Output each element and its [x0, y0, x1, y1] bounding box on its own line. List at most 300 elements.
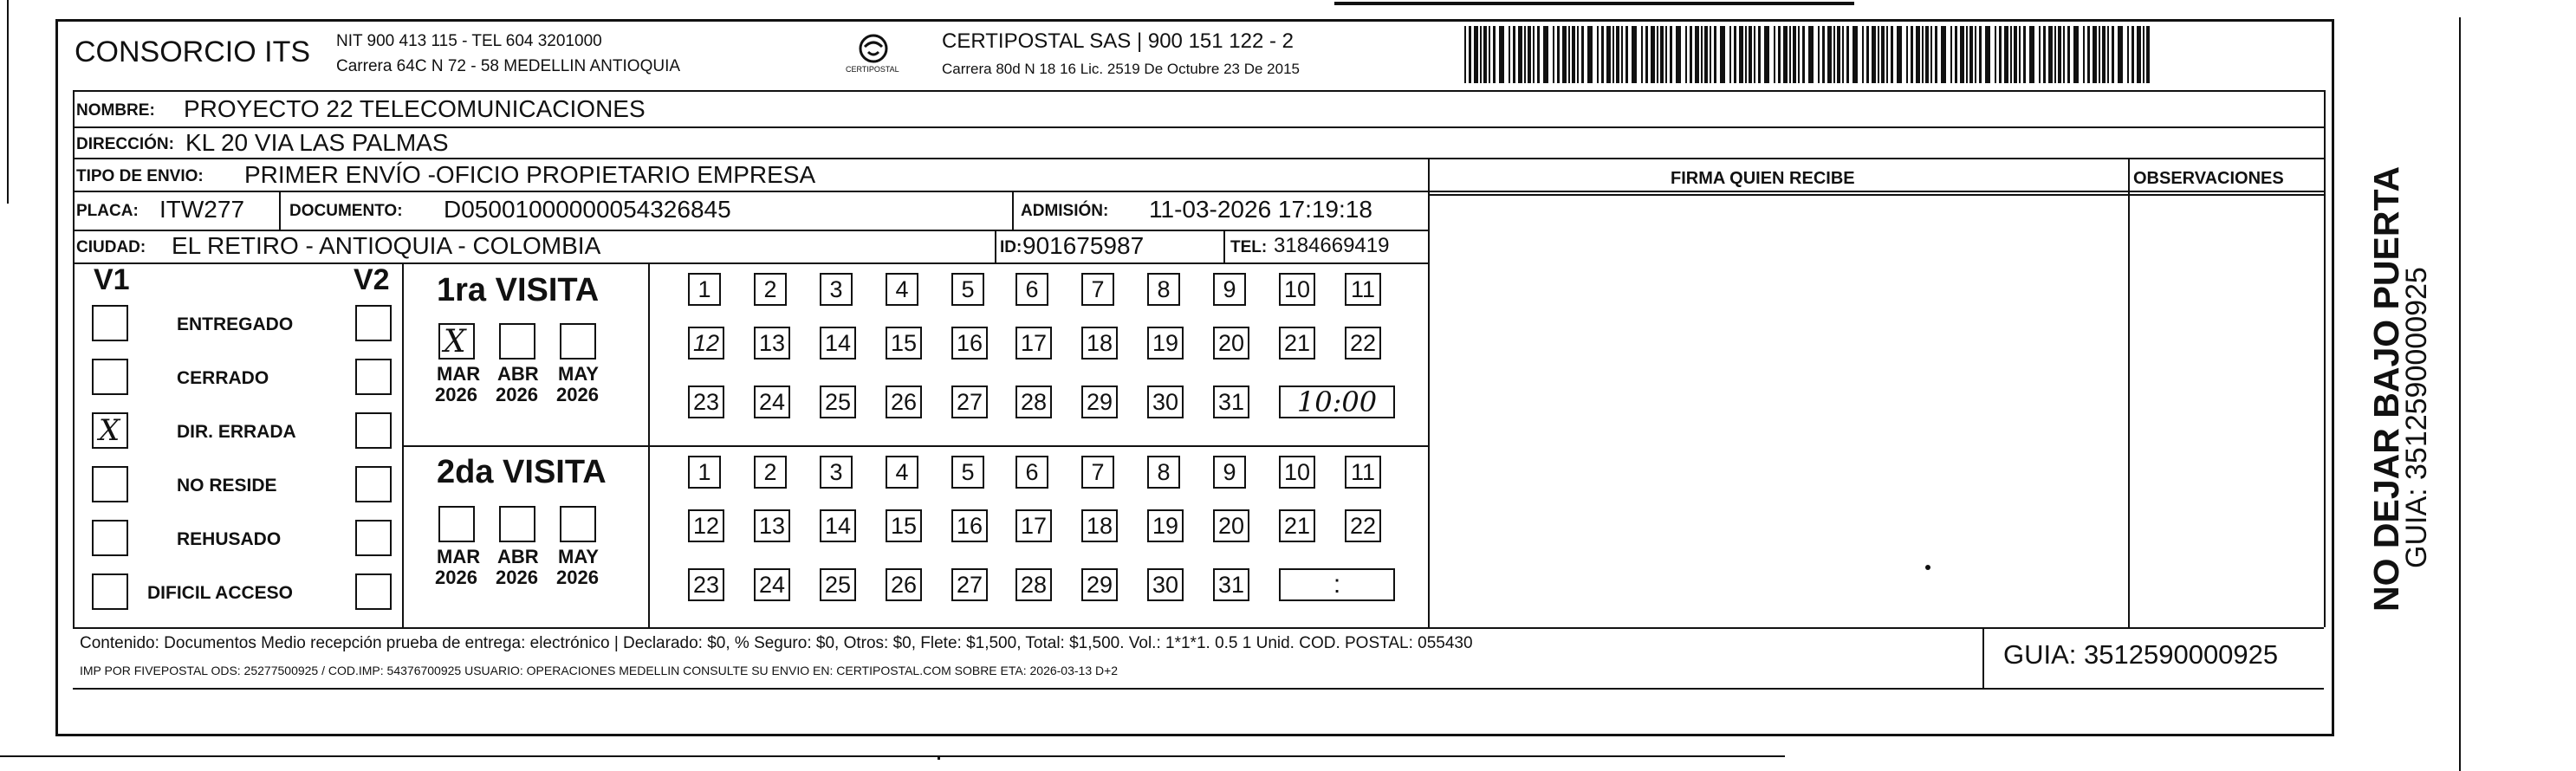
- day-number: 26: [890, 389, 918, 415]
- second-visit-title: 2da VISITA: [437, 454, 607, 490]
- second-visit-month-may-checkbox[interactable]: [560, 506, 596, 542]
- barcode-bar: [1499, 26, 1504, 83]
- year-label: 2026: [496, 384, 538, 405]
- barcode-bar: [1729, 26, 1731, 83]
- barcode-bar: [1616, 26, 1619, 83]
- barcode-bar: [2143, 26, 2145, 83]
- row-divider: [73, 158, 2324, 159]
- barcode-bar: [1842, 26, 1844, 83]
- barcode-bar: [1710, 26, 1711, 83]
- cell-divider: [1428, 158, 1430, 627]
- barcode-bar: [1941, 26, 1946, 83]
- second-visit-day-9[interactable]: [1213, 456, 1246, 489]
- barcode-bar: [1979, 26, 1982, 83]
- barcode-bar: [1749, 26, 1752, 83]
- day-number: 5: [961, 459, 975, 485]
- second-visit-day-26[interactable]: [886, 568, 922, 601]
- month-label: MAY: [558, 363, 599, 385]
- day-number: 1: [698, 276, 711, 302]
- barcode-bar: [1925, 26, 1929, 83]
- certipostal-logo: [830, 31, 917, 80]
- second-visit-day-18[interactable]: [1081, 509, 1118, 542]
- barcode-bar: [1606, 26, 1611, 83]
- barcode-bar: [1866, 26, 1869, 83]
- barcode-bar: [2093, 26, 2097, 83]
- second-visit-day-17[interactable]: [1015, 509, 1052, 542]
- footer-bottom-line: [73, 688, 2324, 690]
- day-number: 11: [1350, 276, 1376, 302]
- cell-divider: [279, 191, 281, 230]
- row-divider: [73, 230, 1429, 231]
- company-address-line: Carrera 64C N 72 - 58 MEDELLIN ANTIOQUIA: [336, 57, 681, 75]
- row-left-border: [73, 90, 75, 627]
- barcode-bar: [1778, 26, 1781, 83]
- v1-checkbox-5[interactable]: [92, 573, 128, 610]
- barcode-bar: [1537, 26, 1540, 83]
- second-visit-day-7[interactable]: [1081, 456, 1114, 489]
- day-number: 20: [1217, 330, 1245, 356]
- v2-checkbox-1[interactable]: [355, 359, 392, 395]
- day-number: 30: [1152, 572, 1179, 598]
- barcode-bar: [1955, 26, 1957, 83]
- day-number: 4: [895, 276, 909, 302]
- day-number: 17: [1020, 513, 1048, 539]
- top-edge-line: [1334, 2, 1854, 5]
- barcode-bar: [1543, 26, 1548, 83]
- nombre-value: PROYECTO 22 TELECOMUNICACIONES: [184, 95, 646, 122]
- first-visit-day-8[interactable]: [1147, 273, 1180, 306]
- second-visit-day-4[interactable]: [886, 456, 918, 489]
- barcode-bar: [1480, 26, 1482, 83]
- barcode-bar: [1657, 26, 1658, 83]
- day-number: 8: [1157, 276, 1171, 302]
- status-label: CERRADO: [177, 368, 269, 388]
- day-number: 22: [1349, 330, 1377, 356]
- second-visit-day-27[interactable]: [951, 568, 988, 601]
- tipo-envio-label: TIPO DE ENVIO:: [76, 167, 204, 185]
- barcode-bar: [1833, 26, 1835, 83]
- barcode-bar: [1872, 26, 1876, 83]
- barcode-bar: [1621, 26, 1623, 83]
- second-visit-day-24[interactable]: [754, 568, 790, 601]
- day-number: 13: [758, 513, 786, 539]
- barcode-bar: [2087, 26, 2090, 83]
- year-label: 2026: [435, 384, 477, 405]
- first-visit-day-21[interactable]: [1279, 327, 1315, 360]
- second-visit-day-23[interactable]: [688, 568, 724, 601]
- barcode-bar: [1897, 26, 1902, 83]
- month-checkbox-mark: X: [444, 324, 466, 360]
- first-visit-day-18[interactable]: [1081, 327, 1118, 360]
- stray-dot: [1925, 565, 1930, 570]
- day-number: 7: [1091, 459, 1105, 485]
- barcode-bar: [1553, 26, 1554, 83]
- barcode-bar: [1930, 26, 1932, 83]
- cell-divider: [2128, 158, 2130, 627]
- courier-line: CERTIPOSTAL SAS | 900 151 122 - 2: [942, 29, 1294, 53]
- first-visit-day-30[interactable]: [1147, 386, 1184, 418]
- barcode-bar: [1704, 26, 1708, 83]
- first-visit-day-16[interactable]: [951, 327, 988, 360]
- first-visit-day-24[interactable]: [754, 386, 790, 418]
- barcode-bar: [2073, 26, 2079, 83]
- footer-content-line: Contenido: Documentos Medio recepción prueba de entrega: electrónico | Declarado: $0, % Seguro: $0, Otros: $0, Flete: $1,500, Total: $1,500. Vol.: 1*1*1. 0.5 1 Unid. COD. POSTAL: 055430: [80, 634, 1473, 652]
- barcode-bar: [2063, 26, 2065, 83]
- barcode-bar: [1862, 26, 1864, 83]
- barcode-bar: [2118, 26, 2123, 83]
- first-visit-day-7[interactable]: [1081, 273, 1114, 306]
- day-number: 10: [1283, 459, 1311, 485]
- barcode-bar: [1572, 26, 1575, 83]
- day-number: 3: [829, 276, 843, 302]
- second-visit-day-20[interactable]: [1213, 509, 1249, 542]
- first-visit-day-23[interactable]: [688, 386, 724, 418]
- status-label: DIFICIL ACCESO: [147, 583, 294, 603]
- company-name: CONSORCIO ITS: [75, 36, 311, 68]
- second-visit-day-10[interactable]: [1279, 456, 1315, 489]
- day-number: 17: [1020, 330, 1048, 356]
- year-label: 2026: [435, 567, 477, 588]
- second-visit-day-13[interactable]: [754, 509, 790, 542]
- barcode-bar: [1985, 26, 1990, 83]
- day-number: 16: [956, 513, 983, 539]
- barcode-bar: [1969, 26, 1973, 83]
- row-divider: [73, 191, 2324, 192]
- direccion-value: KL 20 VIA LAS PALMAS: [185, 129, 449, 156]
- barcode-bar: [1853, 26, 1858, 83]
- status-label: REHUSADO: [177, 529, 282, 549]
- first-visit-day-4[interactable]: [886, 273, 918, 306]
- first-visit-day-31[interactable]: [1213, 386, 1249, 418]
- barcode-bar: [2023, 26, 2026, 83]
- id-value: 901675987: [1022, 232, 1145, 259]
- v1-checkbox-0[interactable]: [92, 305, 128, 341]
- barcode-bar: [1493, 26, 1496, 83]
- second-visit-day-25[interactable]: [820, 568, 856, 601]
- row-divider: [73, 262, 1429, 264]
- second-visit-day-21[interactable]: [1279, 509, 1315, 542]
- v1-label: V1: [94, 263, 130, 296]
- barcode-bar: [2004, 26, 2008, 83]
- day-number: 18: [1086, 513, 1113, 539]
- second-visit-day-16[interactable]: [951, 509, 988, 542]
- barcode-bar: [1474, 26, 1478, 83]
- first-visit-day-17[interactable]: [1015, 327, 1052, 360]
- tipo-envio-value: PRIMER ENVÍO -OFICIO PROPIETARIO EMPRESA: [244, 161, 816, 188]
- barcode-bar: [1464, 26, 1466, 83]
- day-number: 27: [956, 572, 983, 598]
- day-number: 16: [956, 330, 983, 356]
- second-visit-time-box[interactable]: [1279, 568, 1395, 601]
- barcode-bar: [1597, 26, 1599, 83]
- first-visit-day-6[interactable]: [1015, 273, 1048, 306]
- time-value: 10:00: [1296, 386, 1378, 418]
- first-visit-day-19[interactable]: [1147, 327, 1184, 360]
- first-visit-day-2[interactable]: [754, 273, 787, 306]
- row-divider: [73, 126, 2324, 128]
- day-number: 19: [1152, 330, 1179, 356]
- second-visit-month-abr-checkbox[interactable]: [499, 506, 535, 542]
- right-edge-line: [2459, 17, 2461, 771]
- day-number: 14: [824, 330, 852, 356]
- first-visit-time-box[interactable]: [1279, 386, 1395, 418]
- first-visit-day-20[interactable]: [1213, 327, 1249, 360]
- barcode-bar: [1911, 26, 1913, 83]
- second-visit-day-28[interactable]: [1015, 568, 1052, 601]
- time-value: :: [1333, 570, 1341, 599]
- barcode-bar: [1818, 26, 1820, 83]
- tel-value: 3184669419: [1274, 234, 1390, 257]
- first-visit-day-10[interactable]: [1279, 273, 1315, 306]
- barcode-bar: [1533, 26, 1535, 83]
- documento-value: D05001000000054326845: [444, 196, 731, 223]
- direccion-label: DIRECCIÓN:: [76, 135, 174, 153]
- day-number: 10: [1283, 276, 1311, 302]
- day-number: 20: [1217, 513, 1245, 539]
- barcode-bar: [1966, 26, 1968, 83]
- first-visit-day-12[interactable]: [688, 327, 724, 360]
- barcode-bar: [1676, 26, 1681, 83]
- second-visit-month-mar-checkbox[interactable]: [438, 506, 475, 542]
- second-visit-day-11[interactable]: [1345, 456, 1381, 489]
- barcode-bar: [1651, 26, 1655, 83]
- second-visit-day-12[interactable]: [688, 509, 724, 542]
- day-number: 7: [1091, 276, 1105, 302]
- barcode-bar: [1789, 26, 1791, 83]
- placa-label: PLACA:: [76, 202, 139, 220]
- barcode-bar: [2029, 26, 2034, 83]
- barcode-bar: [1999, 26, 2002, 83]
- barcode-bar: [1960, 26, 1964, 83]
- barcode-bar: [2137, 26, 2141, 83]
- day-number: 30: [1152, 389, 1179, 415]
- barcode-bar: [1734, 26, 1736, 83]
- barcode-bar: [1783, 26, 1788, 83]
- day-number: 28: [1020, 572, 1048, 598]
- barcode-bar: [2067, 26, 2070, 83]
- v1-checkbox-2[interactable]: [92, 412, 128, 449]
- barcode-bar: [2010, 26, 2012, 83]
- barcode-bar: [1754, 26, 1755, 83]
- cell-divider: [995, 230, 996, 262]
- v1-checkbox-3[interactable]: [92, 466, 128, 502]
- v2-checkbox-3[interactable]: [355, 466, 392, 502]
- year-label: 2026: [496, 567, 538, 588]
- barcode-bar: [1714, 26, 1716, 83]
- second-visit-day-6[interactable]: [1015, 456, 1048, 489]
- second-visit-day-1[interactable]: [688, 456, 721, 489]
- barcode-bar: [1581, 26, 1584, 83]
- barcode-bar: [1891, 26, 1893, 83]
- barcode-bar: [1685, 26, 1687, 83]
- day-number: 2: [763, 459, 777, 485]
- day-number: 2: [763, 276, 777, 302]
- v1-checkbox-1[interactable]: [92, 359, 128, 395]
- barcode-bar: [1808, 26, 1814, 83]
- day-number: 23: [692, 572, 720, 598]
- year-label: 2026: [556, 384, 599, 405]
- barcode-bar: [1822, 26, 1825, 83]
- month-label: ABR: [497, 546, 539, 567]
- month-label: ABR: [497, 363, 539, 385]
- day-number: 28: [1020, 389, 1048, 415]
- side-guia-text: GUIA: 3512590000925: [2400, 267, 2433, 568]
- day-number: 9: [1223, 459, 1236, 485]
- first-visit-day-29[interactable]: [1081, 386, 1118, 418]
- day-number: 21: [1283, 513, 1311, 539]
- day-number: 15: [890, 330, 918, 356]
- barcode-bar: [2039, 26, 2041, 83]
- first-visit-day-22[interactable]: [1345, 327, 1381, 360]
- barcode-bar: [1745, 26, 1747, 83]
- status-label: DIR. ERRADA: [177, 422, 296, 442]
- first-visit-day-27[interactable]: [951, 386, 988, 418]
- day-number: 27: [956, 389, 983, 415]
- barcode-bar: [1557, 26, 1560, 83]
- v2-checkbox-2[interactable]: [355, 412, 392, 449]
- company-nit-line: NIT 900 413 115 - TEL 604 3201000: [336, 32, 602, 50]
- barcode-bar: [1758, 26, 1761, 83]
- barcode-bar: [1935, 26, 1937, 83]
- observaciones-header: OBSERVACIONES: [2133, 169, 2284, 188]
- day-number: 22: [1349, 513, 1377, 539]
- second-visit-day-31[interactable]: [1213, 568, 1249, 601]
- barcode-bar: [1625, 26, 1628, 83]
- barcode-bar: [2083, 26, 2085, 83]
- first-visit-day-26[interactable]: [886, 386, 922, 418]
- barcode-bar: [1577, 26, 1579, 83]
- barcode-bar: [1837, 26, 1840, 83]
- first-visit-day-9[interactable]: [1213, 273, 1246, 306]
- first-visit-day-14[interactable]: [820, 327, 856, 360]
- year-label: 2026: [556, 567, 599, 588]
- first-visit-day-5[interactable]: [951, 273, 984, 306]
- day-number: 12: [692, 330, 720, 356]
- day-number: 4: [895, 459, 909, 485]
- first-visit-month-abr-checkbox[interactable]: [499, 323, 535, 360]
- barcode-bar: [1774, 26, 1775, 83]
- barcode: [1463, 26, 2152, 83]
- second-visit-day-19[interactable]: [1147, 509, 1184, 542]
- second-visit-day-29[interactable]: [1081, 568, 1118, 601]
- month-label: MAR: [437, 363, 481, 385]
- barcode-bar: [1916, 26, 1920, 83]
- second-visit-day-2[interactable]: [754, 456, 787, 489]
- footer-guia: GUIA: 3512590000925: [2003, 639, 2279, 670]
- first-visit-month-mar-checkbox[interactable]: [438, 323, 475, 360]
- barcode-bar: [2019, 26, 2021, 83]
- first-visit-month-may-checkbox[interactable]: [560, 323, 596, 360]
- tel-label: TEL:: [1230, 238, 1268, 256]
- day-number: 5: [961, 276, 975, 302]
- day-number: 29: [1086, 572, 1113, 598]
- side-warning-text: NO DEJAR BAJO PUERTA: [2366, 165, 2406, 612]
- v2-checkbox-4[interactable]: [355, 520, 392, 556]
- barcode-bar: [1764, 26, 1769, 83]
- barcode-bar: [2014, 26, 2017, 83]
- footer-divider: [73, 627, 2324, 629]
- barcode-bar: [1670, 26, 1672, 83]
- barcode-bar: [1562, 26, 1567, 83]
- second-visit-day-8[interactable]: [1147, 456, 1180, 489]
- row-divider: [1428, 194, 2324, 196]
- day-number: 31: [1217, 389, 1245, 415]
- day-number: 15: [890, 513, 918, 539]
- row-divider: [73, 90, 2324, 92]
- day-number: 8: [1157, 459, 1171, 485]
- id-label: ID:: [1000, 238, 1022, 256]
- barcode-bar: [1518, 26, 1522, 83]
- day-number: 29: [1086, 389, 1113, 415]
- barcode-bar: [1802, 26, 1805, 83]
- second-visit-day-3[interactable]: [820, 456, 853, 489]
- day-number: 19: [1152, 513, 1179, 539]
- first-visit-day-15[interactable]: [886, 327, 922, 360]
- first-visit-day-25[interactable]: [820, 386, 856, 418]
- firma-header: FIRMA QUIEN RECIBE: [1671, 169, 1855, 188]
- barcode-bar: [1601, 26, 1604, 83]
- left-edge-line: [7, 0, 9, 204]
- second-visit-day-30[interactable]: [1147, 568, 1184, 601]
- barcode-bar: [1568, 26, 1570, 83]
- barcode-bar: [1881, 26, 1885, 83]
- row-right-border: [2324, 90, 2326, 627]
- barcode-bar: [1798, 26, 1800, 83]
- barcode-bar: [1906, 26, 1908, 83]
- barcode-bar: [2107, 26, 2109, 83]
- first-visit-day-13[interactable]: [754, 327, 790, 360]
- barcode-bar: [1701, 26, 1703, 83]
- second-visit-day-22[interactable]: [1345, 509, 1381, 542]
- barcode-bar: [2102, 26, 2106, 83]
- barcode-bar: [2132, 26, 2134, 83]
- barcode-bar: [1469, 26, 1471, 83]
- v1-checkbox-4[interactable]: [92, 520, 128, 556]
- courier-address-line: Carrera 80d N 18 16 Lic. 2519 De Octubre 23 De 2015: [942, 61, 1300, 77]
- barcode-bar: [1922, 26, 1924, 83]
- first-visit-day-3[interactable]: [820, 273, 853, 306]
- v2-checkbox-0[interactable]: [355, 305, 392, 341]
- first-visit-day-1[interactable]: [688, 273, 721, 306]
- barcode-bar: [1846, 26, 1849, 83]
- second-visit-day-14[interactable]: [820, 509, 856, 542]
- barcode-bar: [1886, 26, 1888, 83]
- second-visit-day-5[interactable]: [951, 456, 984, 489]
- placa-value: ITW277: [159, 196, 245, 223]
- documento-label: DOCUMENTO:: [289, 202, 403, 220]
- cell-divider: [1223, 230, 1225, 262]
- second-visit-day-15[interactable]: [886, 509, 922, 542]
- day-number: 18: [1086, 330, 1113, 356]
- status-label: ENTREGADO: [177, 314, 294, 334]
- day-number: 23: [692, 389, 720, 415]
- barcode-bar: [1975, 26, 1976, 83]
- first-visit-day-28[interactable]: [1015, 386, 1052, 418]
- barcode-bar: [1995, 26, 1996, 83]
- barcode-bar: [1587, 26, 1593, 83]
- barcode-bar: [1489, 26, 1490, 83]
- side-warning-box: [2331, 83, 2433, 612]
- barcode-bar: [2112, 26, 2114, 83]
- barcode-bar: [1878, 26, 1879, 83]
- barcode-bar: [1528, 26, 1531, 83]
- barcode-bar: [1690, 26, 1692, 83]
- first-visit-day-11[interactable]: [1345, 273, 1381, 306]
- barcode-bar: [1645, 26, 1648, 83]
- v2-checkbox-5[interactable]: [355, 573, 392, 610]
- barcode-bar: [2054, 26, 2056, 83]
- month-label: MAR: [437, 546, 481, 567]
